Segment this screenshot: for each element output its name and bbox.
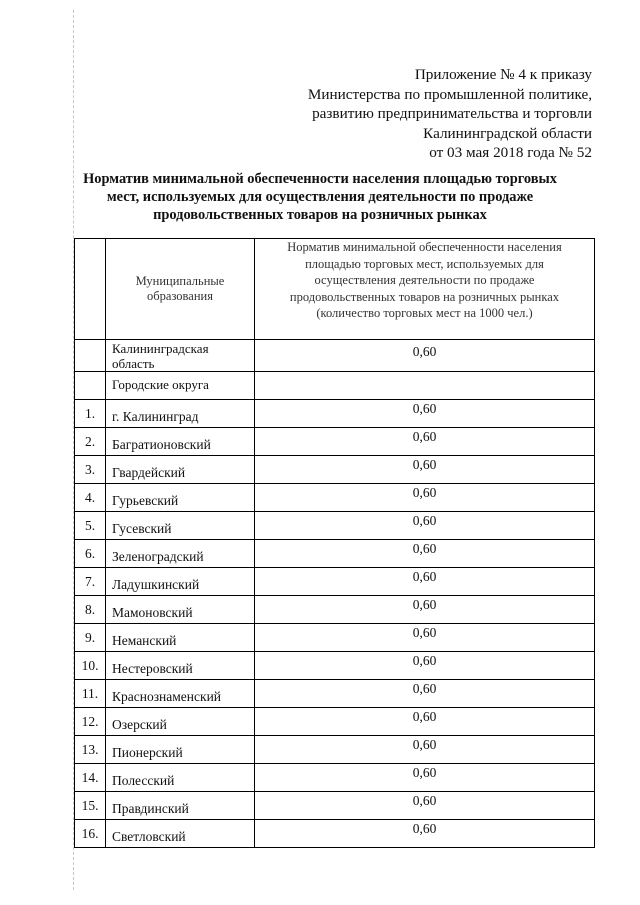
row-municipality-cell: г. Калининград (106, 400, 255, 428)
row-number-cell: 1. (75, 400, 106, 428)
appendix-line: развитию предпринимательства и торговли (312, 105, 592, 123)
region-total-row (75, 340, 595, 372)
title-line: продовольственных товаров на розничных рынках (153, 207, 487, 223)
table-row (75, 764, 595, 792)
row-number-cell: 11. (75, 680, 106, 708)
region-name-line: область (112, 355, 155, 371)
row-value-cell: 0,60 (255, 680, 595, 708)
group-value-cell (255, 372, 595, 400)
norms-table (74, 238, 595, 848)
document-title (60, 170, 580, 224)
row-value-cell: 0,60 (255, 708, 595, 736)
row-value-cell: 0,60 (255, 568, 595, 596)
row-municipality-cell: Нестеровский (106, 652, 255, 680)
row-municipality-cell: Озерский (106, 708, 255, 736)
row-municipality-cell: Неманский (106, 624, 255, 652)
row-value-cell: 0,60 (255, 624, 595, 652)
appendix-line: Приложение № 4 к приказу (414, 66, 592, 83)
group-number-cell (75, 372, 106, 400)
table-row (75, 624, 595, 652)
header-norm-line: (количество торговых мест на 1000 чел.) (316, 306, 533, 320)
table-row (75, 512, 595, 540)
appendix-note (308, 65, 592, 163)
row-municipality-cell: Краснознаменский (106, 680, 255, 708)
table-row (75, 400, 595, 428)
table-row (75, 484, 595, 512)
row-number-cell: 10. (75, 652, 106, 680)
row-value-cell: 0,60 (255, 652, 595, 680)
row-number-cell: 14. (75, 764, 106, 792)
table-row (75, 596, 595, 624)
row-value-cell: 0,60 (255, 736, 595, 764)
row-number-cell: 12. (75, 708, 106, 736)
row-value-cell: 0,60 (255, 540, 595, 568)
row-number-cell: 15. (75, 792, 106, 820)
appendix-line: Министерства по промышленной политике, (307, 85, 592, 103)
header-number-cell (75, 239, 106, 340)
row-number-cell: 16. (75, 820, 106, 848)
header-municipality-line: образования (147, 289, 213, 303)
table-row (75, 680, 595, 708)
row-municipality-cell: Правдинский (106, 792, 255, 820)
table-row (75, 792, 595, 820)
row-value-cell: 0,60 (255, 512, 595, 540)
title-line: Норматив минимальной обеспеченности населения площадью торговых (83, 171, 557, 187)
region-name-cell (106, 340, 255, 372)
header-norm-line: Норматив минимальной обеспеченности населения (287, 240, 562, 254)
row-value-cell: 0,60 (255, 400, 595, 428)
table-row (75, 652, 595, 680)
row-value-cell: 0,60 (255, 456, 595, 484)
row-value-cell: 0,60 (255, 596, 595, 624)
region-number-cell (75, 340, 106, 372)
row-number-cell: 5. (75, 512, 106, 540)
row-number-cell: 3. (75, 456, 106, 484)
row-number-cell: 4. (75, 484, 106, 512)
title-line: мест, используемых для осуществления деятельности по продаже (106, 189, 534, 205)
row-value-cell: 0,60 (255, 820, 595, 848)
row-value-cell: 0,60 (255, 792, 595, 820)
row-municipality-cell: Зеленоградский (106, 540, 255, 568)
table-row (75, 820, 595, 848)
row-number-cell: 9. (75, 624, 106, 652)
row-municipality-cell: Ладушкинский (106, 568, 255, 596)
table-row (75, 540, 595, 568)
table-row (75, 736, 595, 764)
region-name-line: Калининградская (112, 341, 209, 356)
header-norm-line: осуществления деятельности по продаже (314, 273, 535, 287)
row-municipality-cell: Светловский (106, 820, 255, 848)
group-row (75, 372, 595, 400)
header-municipality-line: Муниципальные (135, 274, 225, 288)
row-value-cell: 0,60 (255, 428, 595, 456)
row-value-cell: 0,60 (255, 484, 595, 512)
row-number-cell: 7. (75, 568, 106, 596)
row-number-cell: 8. (75, 596, 106, 624)
table-row (75, 708, 595, 736)
appendix-line: от 03 мая 2018 года № 52 (429, 144, 592, 162)
row-municipality-cell: Гвардейский (106, 456, 255, 484)
header-norm-line: продовольственных товаров на розничных рынках (289, 289, 560, 304)
header-norm-cell (255, 239, 595, 340)
header-norm-line: площадью торговых мест, используемых для (305, 256, 544, 271)
row-number-cell: 13. (75, 736, 106, 764)
region-value-cell: 0,60 (255, 340, 595, 372)
row-municipality-cell: Гусевский (106, 512, 255, 540)
table-header-row (75, 239, 595, 340)
appendix-line: Калининградской области (423, 124, 592, 142)
row-municipality-cell: Багратионовский (106, 428, 255, 456)
row-municipality-cell: Полесский (106, 764, 255, 792)
table-row (75, 456, 595, 484)
row-number-cell: 6. (75, 540, 106, 568)
group-label-cell: Городские округа (106, 372, 255, 400)
row-municipality-cell: Гурьевский (106, 484, 255, 512)
row-municipality-cell: Мамоновский (106, 596, 255, 624)
table-row (75, 568, 595, 596)
row-number-cell: 2. (75, 428, 106, 456)
row-value-cell: 0,60 (255, 764, 595, 792)
header-municipality-cell (106, 239, 255, 340)
row-municipality-cell: Пионерский (106, 736, 255, 764)
table-row (75, 428, 595, 456)
